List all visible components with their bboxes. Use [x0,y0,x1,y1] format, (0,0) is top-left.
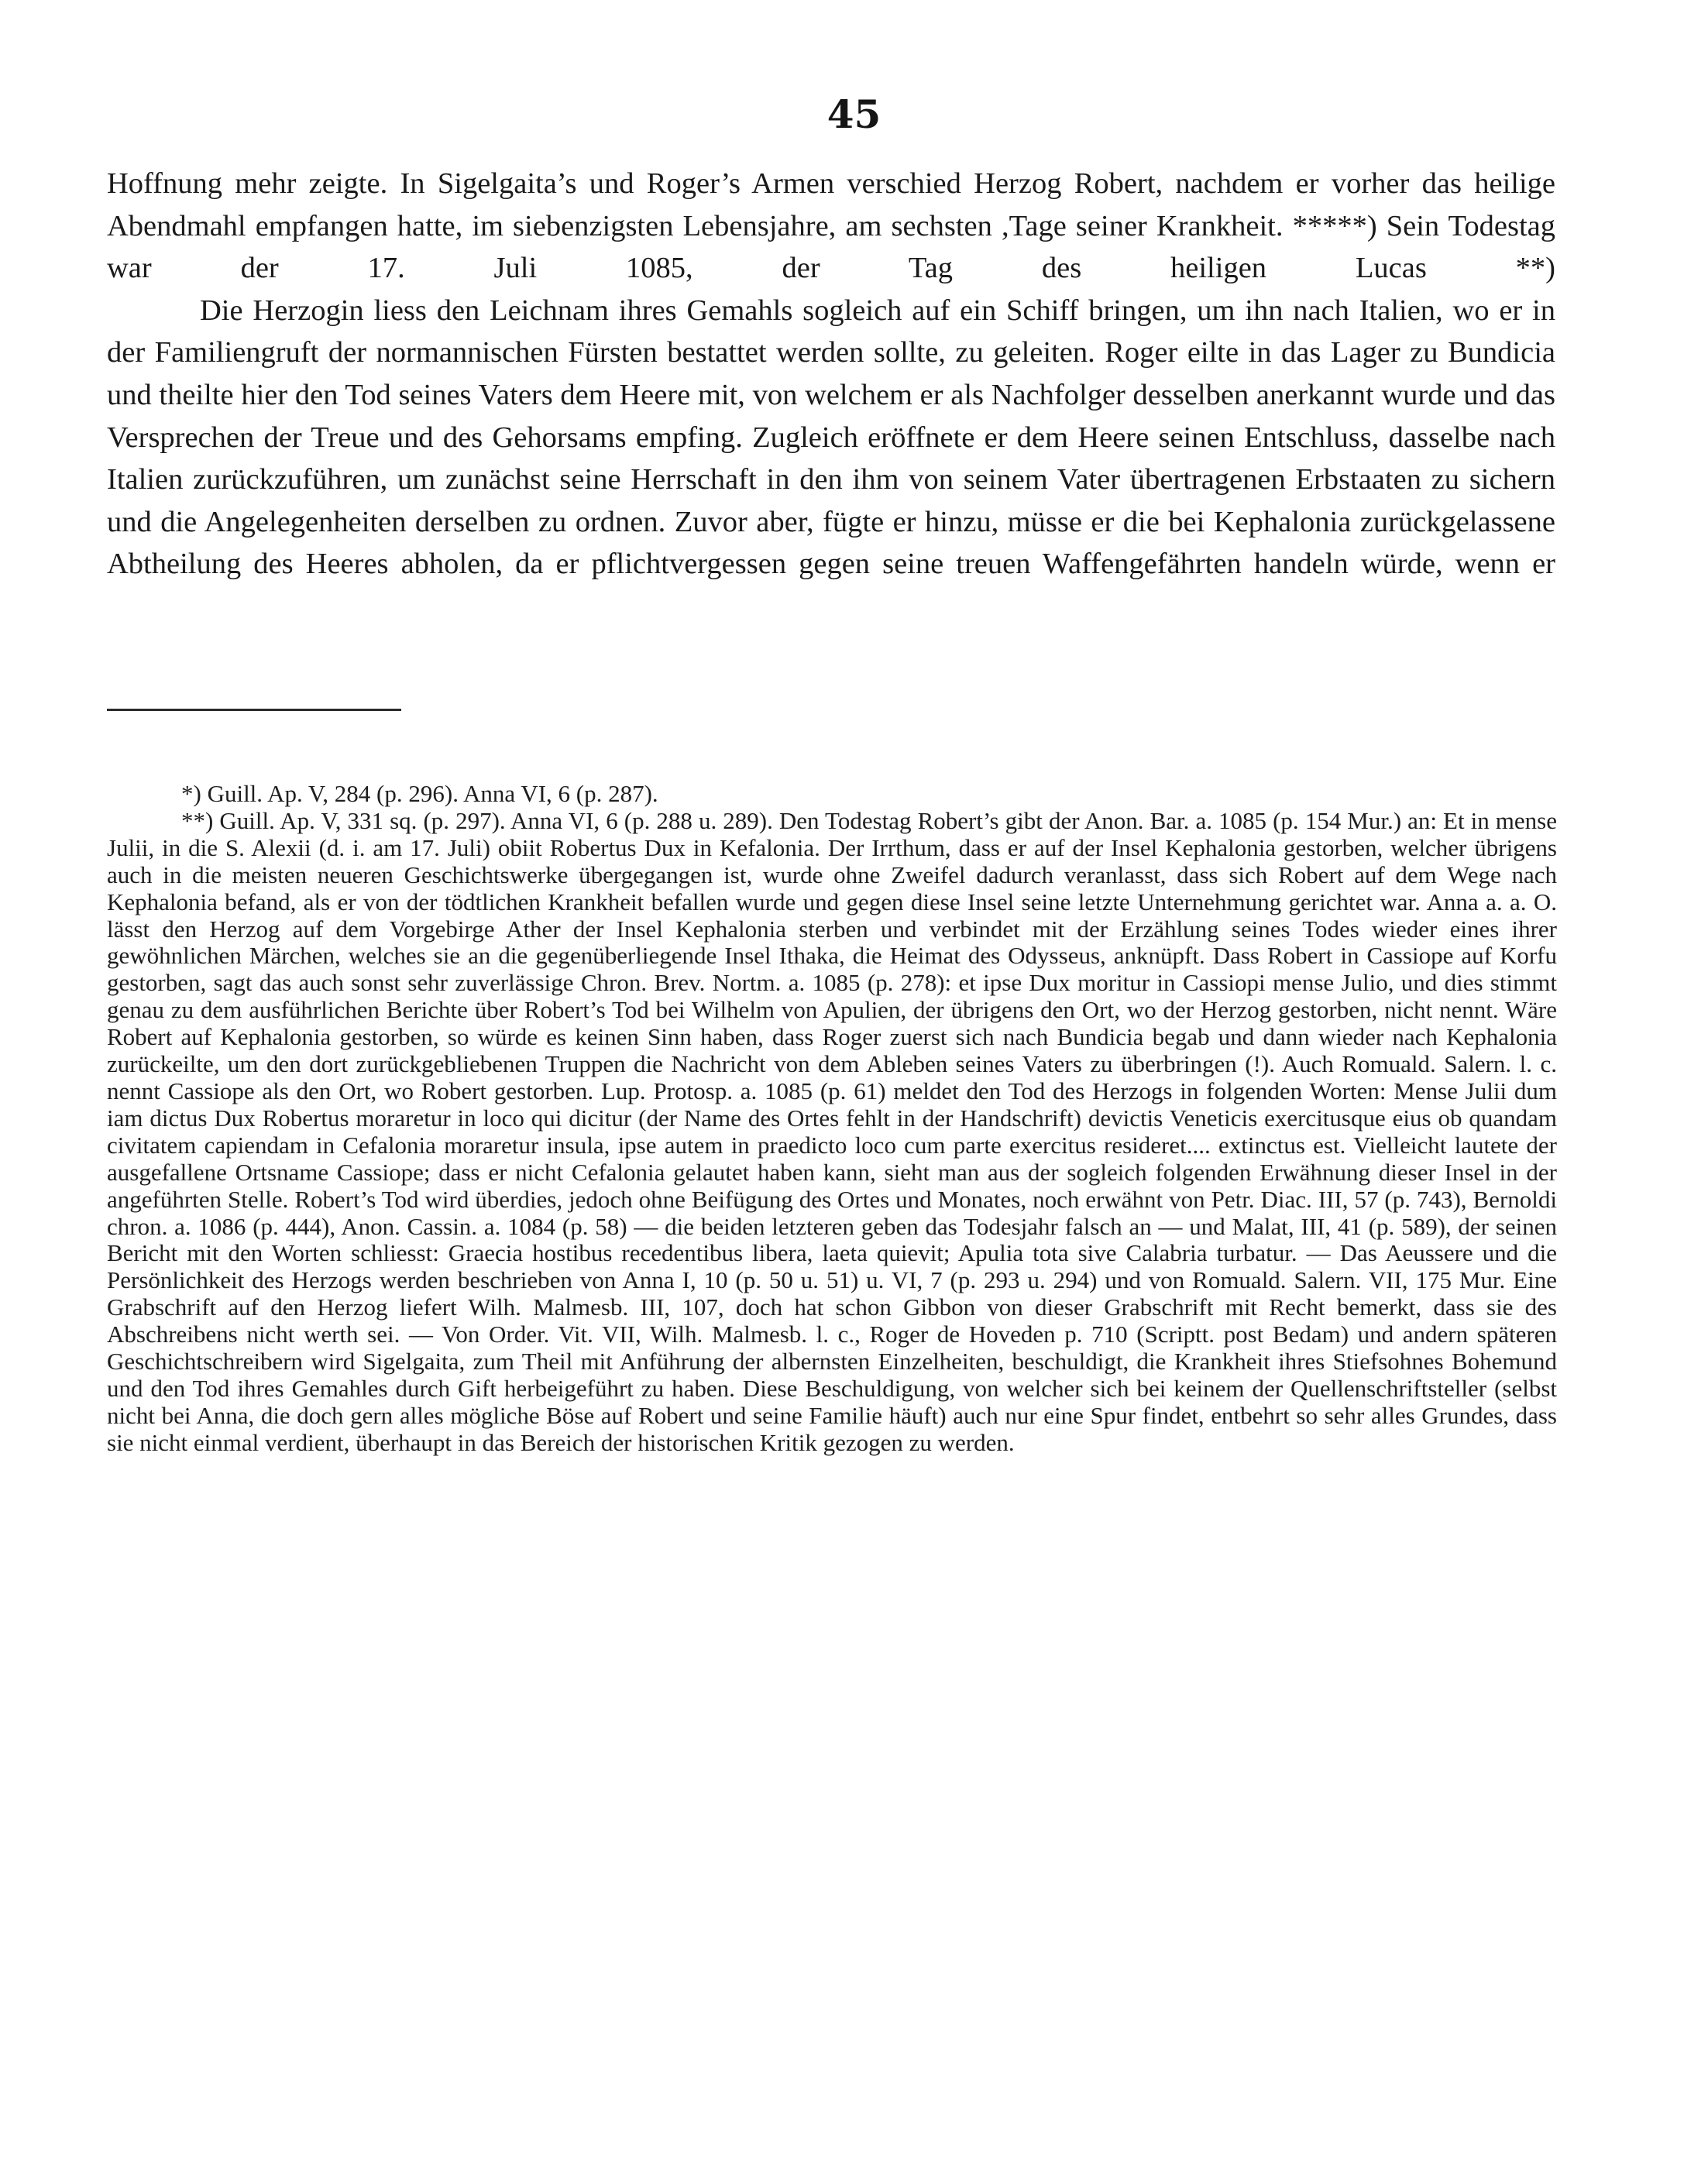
body-paragraph: Die Herzogin liess den Leichnam ihres Gemahls sogleich auf ein Schiff bringen, um ihn nach Italien, wo er in der Familiengruft der normannischen Fürsten bestattet werden sollte, zu geleiten. Roger eilte in das Lager zu Bundicia und theilte hier den Tod seines Vaters dem Heere mit, von welchem er als Nachfolger desselben anerkannt wurde und das Versprechen der Treue und des Gehorsams empfing. Zugleich eröffnete er dem Heere seinen Entschluss, dasselbe nach Italien zurückzuführen, um zunächst seine Herrschaft in den ihm von seinem Vater übertragenen Erbstaaten zu sichern und die Angelegenheiten derselben zu ordnen. Zuvor aber, fügte er hinzu, müsse er die bei Kephalonia zurückgelassene Abtheilung des Heeres abholen, da er pflichtvergessen gegen seine treuen Waffengefährten handeln würde, wenn er [107,294,1555,581]
page-number: 45 [827,91,881,137]
footnote: *) Guill. Ap. V, 284 (p. 296). Anna VI, 6 (p. 287). [181,780,658,807]
footnote: **) Guill. Ap. V, 331 sq. (p. 297). Anna VI, 6 (p. 288 u. 289). Den Todestag Robert’s gibt der Anon. Bar. a. 1085 (p. 154 Mur.) an: Et in mense Julii, in die S. Alexii (d. i. am 17. Juli) obiit Robertus Dux in Kefalonia. Der Irrthum, dass er auf der Insel Kephalonia gestorben, welcher übrigens auch in die meisten neueren Geschichtswerke übergegangen ist, wurde ohne Zweifel dadurch veranlasst, dass sich Robert auf dem Wege nach Kephalonia befand, als er von der tödtlichen Krankheit befallen wurde und gegen diese Insel seine letzte Unternehmung gerichtet war. Anna a. a. O. lässt den Herzog auf dem Vorgebirge Ather der Insel Kephalonia sterben und verbindet mit der Erzählung seines Todes wieder eines ihrer gewöhnlichen Märchen, welches sie an die gegenüberliegende Insel Ithaka, die Heimat des Odysseus, anknüpft. Dass Robert in Cassiope auf Korfu gestorben, sagt das auch sonst sehr zuverlässige Chron. Brev. Nortm. a. 1085 (p. 278): et ipse Dux moritur in Cassiopi mense Julio, und dies stimmt genau zu dem ausführlichen Berichte über Robert’s Tod bei Wilhelm von Apulien, der übrigens den Ort, wo der Herzog gestorben, nicht nennt. Wäre Robert auf Kephalonia gestorben, so würde es keinen Sinn haben, dass Roger zuerst sich nach Bundicia begab und dann wieder nach Kephalonia zurückeilte, um den dort zurückgebliebenen Truppen die Nachricht von dem Ableben seines Vaters zu überbringen (!). Auch Romuald. Salern. l. c. nennt Cassiope als den Ort, wo Robert gestorben. Lup. Protosp. a. 1085 (p. 61) meldet den Tod des Herzogs in folgenden Worten: Mense Julii dum iam dictus Dux Robertus moraretur in loco qui dicitur (der Name des Ortes fehlt in der Handschrift) devictis Veneticis exercitusque eius ob quandam civitatem capiendam in Cefalonia moraretur insula, ipse autem in praedicto loco cum parte exercitus resideret.... extinctus est. Vielleicht lautete der ausgefallene Ortsname Cassiope; dass er nicht Cefalonia gelautet haben kann, sieht man aus der sogleich folgenden Erwähnung dieser Insel in der angeführten Stelle. Robert’s Tod wird überdies, jedoch ohne Beifügung des Ortes und Monates, noch erwähnt von Petr. Diac. III, 57 (p. 743), Bernoldi chron. a. 1086 (p. 444), Anon. Cassin. a. 1084 (p. 58) — die beiden letzteren geben das Todesjahr falsch an — und Malat, III, 41 (p. 589), der seinen Bericht mit den Worten schliesst: Graecia hostibus recedentibus libera, laeta quievit; Apulia tota sive Calabria turbatur. — Das Aeussere und die Persönlichkeit des Herzogs werden beschrieben von Anna I, 10 (p. 50 u. 51) u. VI, 7 (p. 293 u. 294) und von Romuald. Salern. VII, 175 Mur. Eine Grabschrift auf den Herzog liefert Wilh. Malmesb. III, 107, doch hat schon Gibbon von dieser Grabschrift mit Recht bemerkt, dass sie des Abschreibens nicht werth sei. — Von Order. Vit. VII, Wilh. Malmesb. l. c., Roger de Hoveden p. 710 (Scriptt. post Bedam) und andern späteren Geschichtschreibern wird Sigelgaita, zum Theil mit Anführung der albernsten Einzelheiten, beschuldigt, die Krankheit ihres Stiefsohnes Bohemund und den Tod ihres Gemahles durch Gift herbeigeführt zu haben. Diese Beschuldigung, von welcher sich bei keinem der Quellenschriftsteller (selbst nicht bei Anna, die doch gern alles mögliche Böse auf Robert und seine Familie häuft) auch nur eine Spur findet, entbehrt so sehr alles Grundes, dass sie nicht einmal verdient, überhaupt in das Bereich der historischen Kritik gezogen zu werden. [107,806,1557,1456]
main-body-text [107,163,1555,586]
body-paragraph: Hoffnung mehr zeigte. In Sigelgaita’s und Roger’s Armen verschied Herzog Robert, nachdem er vorher das heilige Abendmahl empfangen hatte, im siebenzigsten Lebensjahre, am sechsten ,Tage seiner Krankheit. *****) Sein Todestag war der 17. Juli 1085, der Tag des heiligen Lucas **) [107,167,1555,285]
footnote-separator-rule [107,709,401,711]
footnotes [107,781,1557,1457]
